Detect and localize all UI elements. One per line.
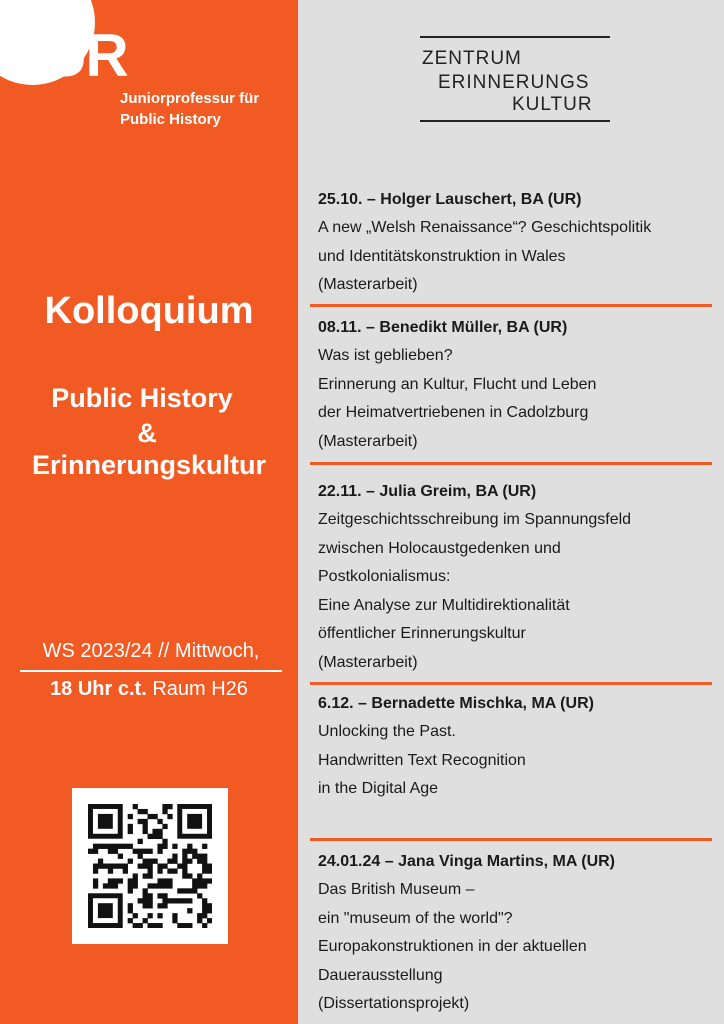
talk-heading: 24.01.24 – Jana Vinga Martins, MA (UR) <box>318 853 615 870</box>
talk-title-line: (Dissertationsprojekt) <box>318 995 470 1012</box>
right-panel <box>298 0 724 1024</box>
talk-speaker: Julia Greim, BA (UR) <box>379 483 537 500</box>
talk-title-line: Dauerausstellung <box>318 966 443 984</box>
talk-title-line: ein "museum of the world"? <box>318 909 513 927</box>
talk-speaker: Benedikt Müller, BA (UR) <box>379 319 568 336</box>
zentrum-erinnerungskultur-logo <box>420 36 610 124</box>
theme-line3: Erinnerungskultur <box>31 450 267 480</box>
talk-title-line: Handwritten Text Recognition <box>318 751 526 769</box>
talk-date: 6.12. <box>318 695 354 712</box>
divider <box>20 670 282 672</box>
talk-title-line: Unlocking the Past. <box>318 723 456 740</box>
talk-heading: 6.12. – Bernadette Mischka, MA (UR) <box>318 695 594 712</box>
talk-title-line: (Masterarbeit) <box>318 653 418 671</box>
talk-speaker: Holger Lauschert, BA (UR) <box>380 191 582 208</box>
talk-speaker: Bernadette Mischka, MA (UR) <box>371 695 594 712</box>
logo-subtitle-line1: Juniorprofessur für <box>120 90 260 107</box>
talk-entry <box>318 314 718 456</box>
entry-divider <box>310 682 712 685</box>
talk-title-line: Eine Analyse zur Multidirektionalität <box>318 596 570 614</box>
entry-divider <box>310 838 712 841</box>
logo-u: U <box>44 22 86 89</box>
talk-entry <box>318 186 718 300</box>
talk-title-line: Europakonstruktionen in der aktuellen <box>318 938 587 955</box>
qr-code-icon[interactable] <box>72 788 228 944</box>
zk-logo-line3: KULTUR <box>512 94 593 115</box>
room-label: Raum H26 <box>146 678 248 700</box>
talk-title-line: Zeitgeschichtsschreibung im Spannungsfeld <box>318 511 632 528</box>
talk-title-line: Das British Museum – <box>318 881 475 898</box>
zk-logo-line1: ZENTRUM <box>422 48 522 69</box>
logo-subtitle-line2: Public History <box>120 111 221 128</box>
talk-title-line: (Masterarbeit) <box>318 432 418 450</box>
talk-title-line: Postkolonialismus: <box>318 568 451 585</box>
entry-divider <box>310 462 712 465</box>
talk-title-line: A new „Welsh Renaissance“? Geschichtspolitik <box>318 219 652 236</box>
entry-divider <box>310 304 712 307</box>
theme-line1: Public History <box>51 383 233 413</box>
qr-code-graphic <box>88 804 212 928</box>
time-label: 18 Uhr c.t. <box>50 678 147 700</box>
talk-entry <box>318 478 718 677</box>
talk-date: 25.10. <box>318 191 363 208</box>
left-panel <box>0 0 298 1024</box>
zk-logo-line2: ERINNERUNGS <box>438 72 590 93</box>
talk-title-line: der Heimatvertriebenen in Cadolzburg <box>318 404 589 421</box>
page-title: Kolloquium <box>44 290 254 332</box>
talk-heading: 22.11. – Julia Greim, BA (UR) <box>318 483 537 500</box>
talk-speaker: Jana Vinga Martins, MA (UR) <box>398 853 615 870</box>
logo-rule-bottom <box>420 120 610 122</box>
talk-title-line: Erinnerung an Kultur, Flucht und Leben <box>318 375 597 393</box>
talk-date: 08.11. <box>318 319 362 336</box>
ur-logo <box>44 22 127 89</box>
talk-heading: 08.11. – Benedikt Müller, BA (UR) <box>318 319 568 336</box>
time-room-info <box>0 678 298 701</box>
talk-heading: 25.10. – Holger Lauschert, BA (UR) <box>318 191 582 208</box>
talk-entry <box>318 848 718 1019</box>
logo-rule-top <box>420 36 610 38</box>
talk-title-line: Was ist geblieben? <box>318 347 453 364</box>
talk-date: 24.01.24 <box>318 853 381 870</box>
talk-title-line: (Masterarbeit) <box>318 276 418 293</box>
talk-title-line: öffentlicher Erinnerungskultur <box>318 625 526 642</box>
talk-date: 22.11. <box>318 483 362 500</box>
logo-r: R <box>85 22 127 89</box>
talk-title-line: zwischen Holocaustgedenken und <box>318 539 561 557</box>
theme-line2: & <box>137 418 157 448</box>
semester-info: WS 2023/24 // Mittwoch, <box>42 640 260 662</box>
talk-title-line: und Identitätskonstruktion in Wales <box>318 247 566 265</box>
talk-title-line: in the Digital Age <box>318 780 439 797</box>
talk-entry <box>318 690 718 804</box>
